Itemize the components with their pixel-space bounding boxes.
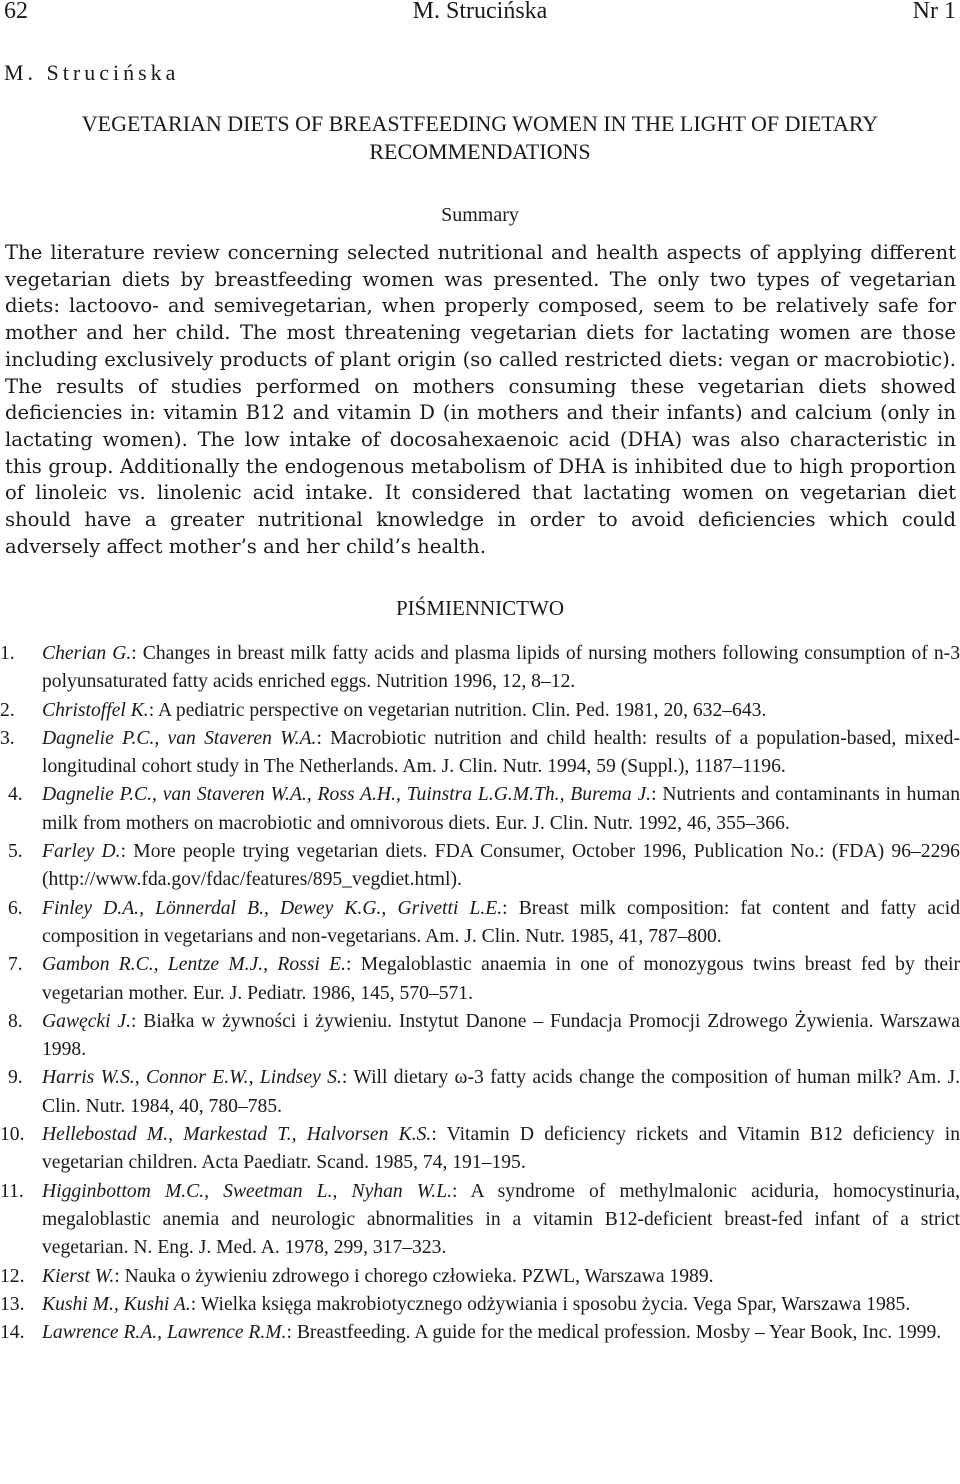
reference-text: : Macrobiotic nutrition and child health: results of a population-based, mixed-longitudinal cohort study in The Netherlands. Am. J. Clin. Nutr. 1994, 59 (Suppl.), 1187–1196. [42, 727, 960, 778]
article-title: VEGETARIAN DIETS OF BREASTFEEDING WOMEN IN THE LIGHT OF DIETARY RECOMMENDATIONS [81, 111, 879, 164]
reference-item [0, 1319, 960, 1347]
reference-authors: Dagnelie P.C., van Staveren W.A. [42, 727, 317, 749]
reference-number: 2. [0, 699, 15, 721]
reference-list [0, 640, 960, 1347]
reference-authors: Higginbottom M.C., Sweetman L., Nyhan W.L. [42, 1180, 452, 1202]
reference-text: : Changes in breast milk fatty acids and plasma lipids of nursing mothers following consumption of n-3 polyunsaturated fatty acids enriched eggs. Nutrition 1996, 12, 8–12. [42, 643, 960, 693]
reference-number: 4. [8, 784, 23, 806]
reference-text: : Will dietary ω-3 fatty acids change the composition of human milk? Am. J. Clin. Nutr. 1984, 40, 780–785. [42, 1067, 960, 1117]
reference-item [0, 697, 960, 725]
reference-item [0, 640, 960, 697]
reference-text: : Wielka księga makrobiotycznego odżywiania i sposobu życia. Vega Spar, Warszawa 1985. [190, 1293, 911, 1315]
reference-text: : Megaloblastic anaemia in one of monozygous twins breast fed by their vegetarian mother. Eur. J. Pediatr. 1986, 145, 570–571. [42, 954, 960, 1004]
reference-item [0, 1178, 960, 1263]
summary-heading: Summary [441, 204, 519, 226]
reference-authors: Gawęcki J. [42, 1010, 131, 1032]
reference-item [0, 1291, 960, 1319]
reference-number: 9. [8, 1067, 23, 1089]
reference-text: : A syndrome of methylmalonic aciduria, homocystinuria, megaloblastic anemia and neurologic abnormalities in a vitamin B12-deficient breast-fed infant of a strict vegetarian. N. Eng. J. Med. A. 1978, 299, 317–323. [42, 1180, 960, 1259]
reference-item [0, 781, 960, 838]
reference-number: 14. [0, 1322, 25, 1344]
reference-number: 12. [0, 1265, 25, 1287]
reference-text: : Breastfeeding. A guide for the medical profession. Mosby – Year Book, Inc. 1999. [286, 1322, 942, 1344]
running-head-author: M. Strucińska [412, 0, 548, 24]
reference-text: : Białka w żywności i żywieniu. Instytut Danone – Fundacja Promocji Zdrowego Żywienia. Warszawa 1998. [42, 1010, 960, 1061]
reference-item [0, 1064, 960, 1121]
reference-item [0, 1008, 960, 1065]
references-heading: PIŚMIENNICTWO [396, 596, 564, 620]
reference-authors: Cherian G. [42, 643, 132, 664]
reference-authors: Lawrence R.A., Lawrence R.M. [42, 1322, 287, 1344]
reference-authors: Finley D.A., Lönnerdal B., Dewey K.G., Grivetti L.E. [42, 897, 503, 919]
reference-authors: Dagnelie P.C., van Staveren W.A., Ross A.H., Tuinstra L.G.M.Th., Burema J. [42, 784, 652, 806]
reference-item [0, 1263, 960, 1291]
reference-text: : More people trying vegetarian diets. FDA Consumer, October 1996, Publication No.: (FDA) 96–2296 (http://www.fda.gov/fdac/features/895_vegdiet.html). [42, 841, 960, 891]
reference-item [0, 1121, 960, 1178]
reference-text: : A pediatric perspective on vegetarian nutrition. Clin. Ped. 1981, 20, 632–643. [148, 699, 767, 721]
reference-authors: Gambon R.C., Lentze M.J., Rossi E. [42, 954, 347, 976]
reference-number: 11. [0, 1180, 24, 1202]
reference-authors: Hellebostad M., Markestad T., Halvorsen K.S. [42, 1124, 432, 1146]
reference-number: 5. [8, 841, 23, 863]
reference-text: : Nutrients and contaminants in human milk from mothers on macrobiotic and omnivorous diets. Eur. J. Clin. Nutr. 1992, 46, 355–366. [42, 784, 960, 834]
issue-number: Nr 1 [912, 0, 956, 24]
reference-number: 8. [8, 1010, 23, 1032]
reference-item [0, 725, 960, 782]
reference-number: 1. [0, 643, 15, 664]
reference-text: : Breast milk composition: fat content and fatty acid composition in vegetarians and non-vegetarians. Am. J. Clin. Nutr. 1985, 41, 787–800. [42, 897, 960, 947]
reference-number: 6. [8, 897, 23, 919]
article-author: M. Strucińska [4, 60, 180, 85]
reference-authors: Farley D. [42, 841, 121, 863]
reference-authors: Christoffel K. [42, 699, 149, 721]
reference-item [0, 838, 960, 895]
reference-item [0, 895, 960, 952]
reference-authors: Kushi M., Kushi A. [42, 1293, 191, 1315]
reference-text: : Vitamin D deficiency rickets and Vitamin B12 deficiency in vegetarian children. Acta Paediatr. Scand. 1985, 74, 191–195. [42, 1124, 960, 1174]
reference-number: 10. [0, 1124, 25, 1146]
reference-number: 7. [8, 954, 23, 976]
reference-item [0, 951, 960, 1008]
summary-text: The literature review concerning selected nutritional and health aspects of applying different vegetarian diets by breastfeeding women was presented. The only two types of vegetarian diets: lactoovo- and semivegetarian, when properly composed, seem to be relatively safe for mother and her child. The most threatening vegetarian diets for lactating women are those including exclusively products of plant origin (so called restricted diets: vegan or macrobiotic). The results of studies performed on mothers consuming these vegetarian diets showed deficiencies in: vitamin B12 and vitamin D (in mothers and their infants) and calcium (only in lactating women). The low intake of docosahexaenoic acid (DHA) was also characteristic in this group. Additionally the endogenous metabolism of DHA is inhibited due to high proportion of linoleic vs. linolenic acid intake. It considered that lactating women on vegetarian diet should have a greater nutritional knowledge in order to avoid deficiencies which could adversely affect mother’s and her child’s health. [5, 241, 956, 558]
reference-authors: Harris W.S., Connor E.W., Lindsey S. [42, 1067, 342, 1089]
reference-authors: Kierst W. [42, 1265, 115, 1287]
reference-number: 13. [0, 1293, 25, 1315]
page-number: 62 [4, 0, 28, 24]
reference-number: 3. [0, 727, 15, 749]
reference-text: : Nauka o żywieniu zdrowego i chorego człowieka. PZWL, Warszawa 1989. [114, 1265, 714, 1287]
